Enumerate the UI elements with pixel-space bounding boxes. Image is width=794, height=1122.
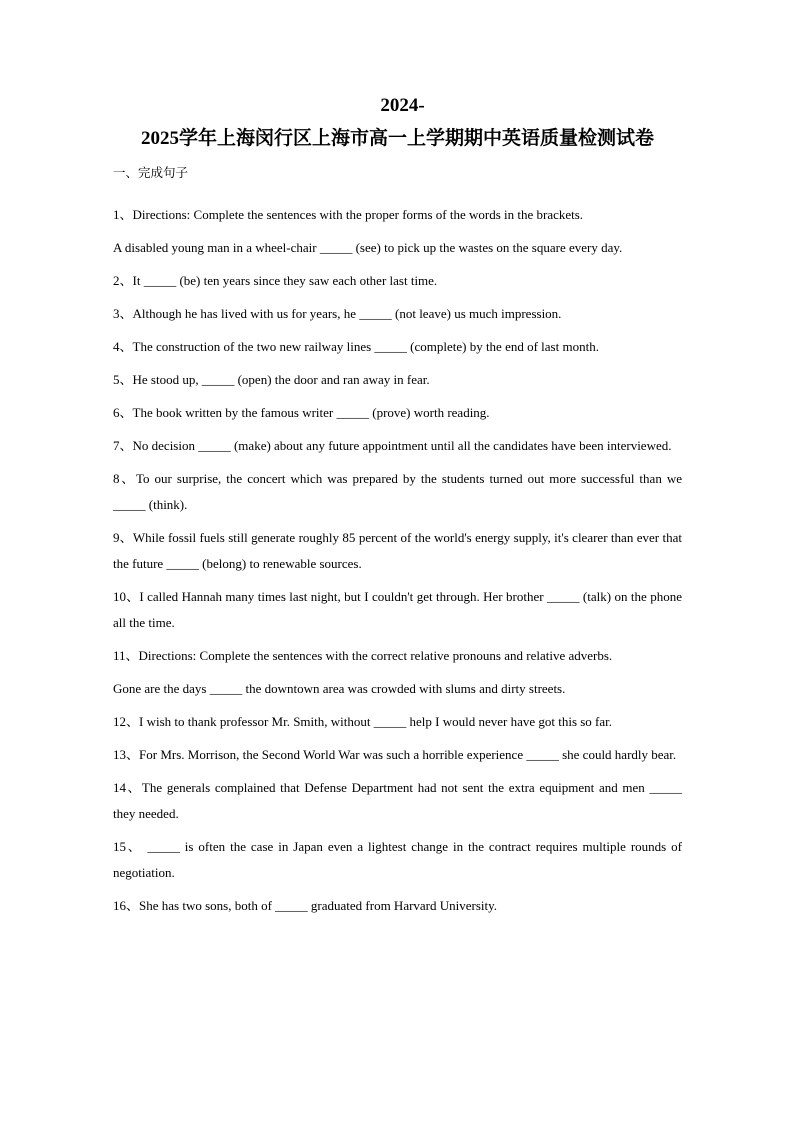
question-text: The construction of the two new railway lines _____ (complete) by the end of last month. — [132, 339, 599, 354]
question-item — [113, 202, 682, 228]
question-text: A disabled young man in a wheel-chair _____ (see) to pick up the wastes on the square every day. — [113, 240, 623, 255]
question-text: _____ is often the case in Japan even a lightest change in the contract requires multiple rounds of negotiation. — [113, 839, 682, 880]
question-text: It _____ (be) ten years since they saw each other last time. — [132, 273, 438, 288]
question-item — [113, 676, 682, 702]
question-text: I wish to thank professor Mr. Smith, without _____ help I would never have got this so far. — [139, 714, 613, 729]
question-item — [113, 268, 682, 294]
question-text: The book written by the famous writer _____ (prove) worth reading. — [132, 405, 490, 420]
question-item — [113, 525, 682, 577]
question-item — [113, 301, 682, 327]
question-item — [113, 709, 682, 735]
question-item — [113, 466, 682, 518]
question-text: He stood up, _____ (open) the door and ran away in fear. — [132, 372, 430, 387]
question-item — [113, 834, 682, 886]
question-item — [113, 400, 682, 426]
question-number: 8、 — [113, 471, 137, 486]
question-number: 10、 — [113, 589, 140, 604]
question-number: 15、 — [113, 839, 143, 854]
question-item — [113, 775, 682, 827]
question-number: 16、 — [113, 898, 140, 913]
question-text: While fossil fuels still generate roughly 85 percent of the world's energy supply, it's clearer than ever that the future _____ (belong) to renewable sources. — [113, 530, 682, 571]
page-title-year: 2024- — [380, 95, 425, 116]
question-item — [113, 742, 682, 768]
question-text: No decision _____ (make) about any future appointment until all the candidates have been interviewed. — [132, 438, 672, 453]
section-heading: 一、完成句子 — [113, 165, 189, 180]
question-number: 7、 — [113, 438, 133, 453]
question-item — [113, 367, 682, 393]
question-number: 2、 — [113, 273, 133, 288]
question-item — [113, 433, 682, 459]
question-item — [113, 334, 682, 360]
question-number: 1、 — [113, 207, 133, 222]
question-text: Although he has lived with us for years, he _____ (not leave) us much impression. — [132, 306, 562, 321]
question-text: Gone are the days _____ the downtown area was crowded with slums and dirty streets. — [113, 681, 566, 696]
question-text: For Mrs. Morrison, the Second World War was such a horrible experience _____ she could hardly bear. — [139, 747, 677, 762]
question-text: I called Hannah many times last night, but I couldn't get through. Her brother _____ (talk) on the phone all the time. — [113, 589, 682, 630]
question-number: 13、 — [113, 747, 140, 762]
question-number: 11、 — [113, 648, 139, 663]
question-number: 6、 — [113, 405, 133, 420]
question-number: 3、 — [113, 306, 133, 321]
question-item — [113, 893, 682, 919]
question-number: 14、 — [113, 780, 142, 795]
page-title: 2025学年上海闵行区上海市高一上学期期中英语质量检测试卷 — [140, 128, 654, 149]
question-number: 9、 — [113, 530, 133, 545]
question-list — [113, 202, 682, 919]
question-text: The generals complained that Defense Department had not sent the extra equipment and men _____ they needed. — [113, 780, 682, 821]
question-item — [113, 643, 682, 669]
question-text: To our surprise, the concert which was prepared by the students turned out more successful than we _____ (think). — [113, 471, 682, 512]
question-item — [113, 584, 682, 636]
question-number: 12、 — [113, 714, 140, 729]
question-number: 5、 — [113, 372, 133, 387]
question-text: She has two sons, both of _____ graduated from Harvard University. — [139, 898, 498, 913]
question-text: Directions: Complete the sentences with the proper forms of the words in the brackets. — [132, 207, 584, 222]
question-item — [113, 235, 682, 261]
question-text: Directions: Complete the sentences with the correct relative pronouns and relative adverbs. — [138, 648, 613, 663]
question-number: 4、 — [113, 339, 133, 354]
